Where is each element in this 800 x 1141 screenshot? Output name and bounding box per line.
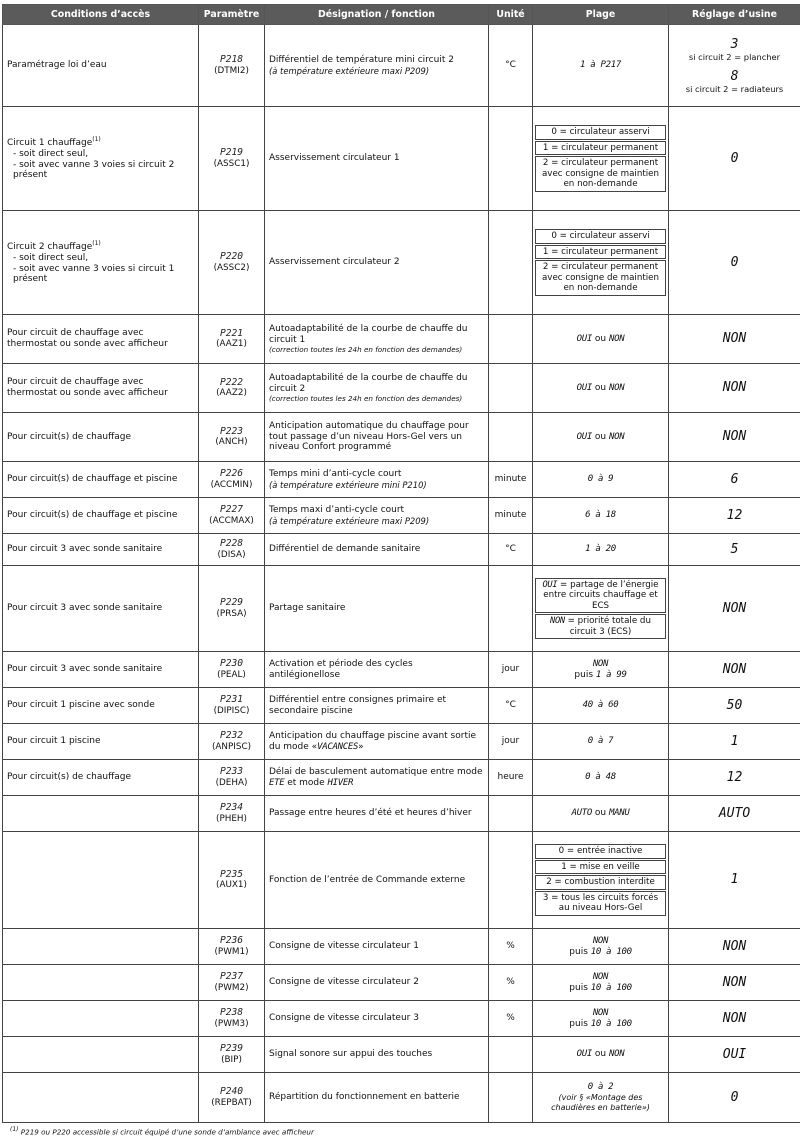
param-abbr: (PWM1): [214, 946, 249, 957]
plage-cell: [533, 965, 669, 1001]
param-cell: [199, 107, 265, 211]
desig-text: Délai de basculement automatique entre mode: [269, 766, 483, 777]
param-cell: [199, 462, 265, 498]
plage-value: OUI: [576, 1049, 593, 1060]
cond-cell: [3, 796, 199, 832]
desig-cell: Asservissement circulateur 2: [265, 211, 489, 315]
desig-note: (à température extérieure maxi P209): [269, 65, 430, 76]
table-row: [3, 832, 800, 929]
param-abbr: (BIP): [221, 1054, 242, 1065]
param-abbr: (DEHA): [215, 777, 248, 788]
plage-value: OUI: [542, 579, 558, 590]
desig-lcd: ETE: [269, 777, 285, 788]
desig-lcd: VACANCES: [317, 741, 359, 752]
desig-cell: [265, 724, 489, 760]
desig-cell: Différentiel entre consignes primaire et secondaire piscine: [265, 688, 489, 724]
param-abbr: (ACCMIN): [210, 479, 253, 490]
table-row: [3, 364, 800, 413]
plage-value: 0 à 2: [587, 1082, 614, 1093]
param-abbr: (ANCH): [215, 437, 248, 448]
plage-sep: puis: [569, 946, 591, 957]
footnote-ref: (1): [92, 239, 101, 247]
param-cell: [199, 724, 265, 760]
header-designation: Désignation / fonction: [265, 5, 489, 25]
plage-value: 10 à 100: [590, 1018, 632, 1029]
unit-cell: minute: [489, 498, 533, 534]
table-row: [3, 724, 800, 760]
unit-cell: [489, 1073, 533, 1123]
param-abbr: (ANPISC): [211, 741, 252, 752]
usine-cell: 12: [669, 760, 800, 796]
unit-cell: °C: [489, 688, 533, 724]
cond-cell: Pour circuit 3 avec sonde sanitaire: [3, 534, 199, 566]
usine-cell: OUI: [669, 1037, 800, 1073]
param-abbr: (PHEH): [216, 813, 247, 824]
param-abbr: (ASSC2): [213, 262, 250, 273]
param-abbr: (PWM2): [214, 982, 249, 993]
plage-value: NON: [550, 616, 565, 627]
cond-cell: Pour circuit 1 piscine avec sonde: [3, 688, 199, 724]
plage-cell: [533, 315, 669, 364]
desig-text: Temps mini d’anti-cycle court: [269, 468, 402, 479]
param-cell: [199, 534, 265, 566]
plage-cell: [533, 364, 669, 413]
plage-option: 0 = circulateur asservi: [535, 125, 666, 139]
desig-cell: [265, 498, 489, 534]
param-code: P220: [219, 251, 244, 263]
usine-cell: AUTO: [669, 796, 800, 832]
header-conditions: Conditions d’accès: [3, 5, 199, 25]
plage-value: OUI: [576, 333, 593, 344]
cond-cell: Paramétrage loi d’eau: [3, 25, 199, 107]
plage-option-text: = priorité totale du circuit 3 (ECS): [564, 616, 651, 637]
plage-value: NON: [608, 382, 625, 393]
param-code: P236: [219, 935, 244, 947]
param-code: P233: [219, 766, 244, 778]
param-cell: [199, 652, 265, 688]
plage-option: 2 = circulateur permanent avec consigne de maintien en non-demande: [535, 156, 666, 191]
desig-text: Temps maxi d’anti-cycle court: [269, 504, 405, 515]
unit-cell: [489, 107, 533, 211]
cond-cell: Pour circuit 3 avec sonde sanitaire: [3, 566, 199, 652]
param-cell: [199, 832, 265, 929]
desig-cell: Répartition du fonctionnement en batterie: [265, 1073, 489, 1123]
desig-text: Autoadaptabilité de la courbe de chauffe du circuit 2: [269, 372, 468, 394]
cond-cell: Pour circuit de chauffage avec thermostat ou sonde avec afficheur: [3, 315, 199, 364]
usine-value: 3: [730, 36, 739, 52]
desig-note: (à température extérieure maxi P209): [269, 515, 430, 526]
table-row: [3, 413, 800, 462]
usine-cell: 5: [669, 534, 800, 566]
param-code: P232: [219, 730, 244, 742]
param-abbr: (AUX1): [216, 880, 247, 891]
plage-value: 10 à 100: [590, 946, 632, 957]
cond-title: Circuit 1 chauffage: [7, 137, 93, 148]
param-cell: [199, 1001, 265, 1037]
unit-cell: °C: [489, 534, 533, 566]
param-cell: [199, 315, 265, 364]
param-cell: [199, 929, 265, 965]
plage-sep: ou: [592, 431, 609, 442]
plage-cell: [533, 929, 669, 965]
desig-cell: [265, 364, 489, 413]
desig-cell: Anticipation automatique du chauffage pour tout passage d’un niveau Hors-Gel vers un niveau Confort programmé: [265, 413, 489, 462]
param-cell: [199, 1073, 265, 1123]
table-row: [3, 107, 800, 211]
plage-value: NON: [608, 333, 625, 344]
param-abbr: (DISA): [217, 549, 246, 560]
desig-text: et mode: [284, 777, 328, 788]
desig-cell: [265, 315, 489, 364]
footnote-text: P219 ou P220 accessible si circuit équipé d’une sonde d’ambiance avec afficheur: [18, 1127, 314, 1137]
usine-cell: 1: [669, 832, 800, 929]
plage-cell: [533, 796, 669, 832]
plage-cell: [533, 566, 669, 652]
cond-line: - soit direct seul,: [13, 148, 89, 159]
param-code: P226: [219, 468, 244, 480]
header-unite: Unité: [489, 5, 533, 25]
plage-option: 0 = circulateur asservi: [535, 229, 666, 243]
param-abbr: (DTMI2): [214, 65, 249, 76]
table-row: [3, 688, 800, 724]
param-code: P238: [219, 1007, 244, 1019]
param-code: P221: [219, 327, 244, 339]
plage-value: NON: [592, 1007, 609, 1018]
plage-option: 1 = mise en veille: [535, 860, 666, 874]
unit-cell: [489, 566, 533, 652]
cond-cell: [3, 1001, 199, 1037]
param-cell: [199, 211, 265, 315]
cond-cell: [3, 1073, 199, 1123]
usine-cell: [669, 25, 800, 107]
footnote-mark: (1): [10, 1126, 19, 1133]
param-code: P218: [219, 54, 244, 66]
desig-cell: Signal sonore sur appui des touches: [265, 1037, 489, 1073]
plage-cell: [533, 107, 669, 211]
desig-cell: Différentiel de demande sanitaire: [265, 534, 489, 566]
param-code: P239: [219, 1043, 244, 1055]
cond-cell: Pour circuit de chauffage avec thermostat ou sonde avec afficheur: [3, 364, 199, 413]
usine-cell: NON: [669, 364, 800, 413]
plage-cell: 0 à 9: [533, 462, 669, 498]
table-row: [3, 652, 800, 688]
unit-cell: %: [489, 929, 533, 965]
param-code: P227: [219, 504, 244, 516]
table-row: [3, 462, 800, 498]
plage-option: [535, 578, 666, 613]
plage-cell: [533, 1037, 669, 1073]
usine-cell: 0: [669, 107, 800, 211]
desig-cell: [265, 462, 489, 498]
param-cell: [199, 688, 265, 724]
plage-value: NON: [608, 1049, 625, 1060]
usine-cell: NON: [669, 1001, 800, 1037]
unit-cell: jour: [489, 652, 533, 688]
desig-cell: Consigne de vitesse circulateur 2: [265, 965, 489, 1001]
plage-value: MANU: [608, 808, 630, 819]
param-code: P223: [219, 425, 244, 437]
param-cell: [199, 760, 265, 796]
desig-cell: Asservissement circulateur 1: [265, 107, 489, 211]
cond-cell: [3, 929, 199, 965]
usine-value: 8: [730, 68, 739, 84]
usine-cell: NON: [669, 315, 800, 364]
usine-sub: si circuit 2 = plancher: [688, 52, 781, 63]
plage-value: NON: [592, 971, 609, 982]
usine-cell: 50: [669, 688, 800, 724]
param-cell: [199, 796, 265, 832]
header-row: [3, 5, 800, 25]
plage-cell: 6 à 18: [533, 498, 669, 534]
param-abbr: (ACCMAX): [209, 515, 254, 526]
desig-text: Différentiel de température mini circuit 2: [269, 54, 454, 65]
unit-cell: %: [489, 1001, 533, 1037]
param-abbr: (REPBAT): [211, 1097, 252, 1108]
plage-option: 2 = circulateur permanent avec consigne de maintien en non-demande: [535, 260, 666, 295]
desig-cell: Consigne de vitesse circulateur 3: [265, 1001, 489, 1037]
plage-sep: ou: [592, 382, 609, 393]
param-abbr: (ASSC1): [213, 158, 250, 169]
plage-option: 1 = circulateur permanent: [535, 245, 666, 259]
cond-line: - soit avec vanne 3 voies si circuit 2 présent: [13, 159, 175, 181]
param-code: P237: [219, 971, 244, 983]
plage-sep: puis: [569, 982, 591, 993]
table-row: [3, 498, 800, 534]
plage-option: [535, 614, 666, 639]
param-code: P219: [219, 147, 244, 159]
header-plage: Plage: [533, 5, 669, 25]
plage-sep: puis: [574, 669, 596, 680]
plage-value: OUI: [576, 431, 593, 442]
cond-cell: [3, 832, 199, 929]
plage-option: 1 = circulateur permanent: [535, 141, 666, 155]
usine-cell: 12: [669, 498, 800, 534]
table-row: [3, 1001, 800, 1037]
param-cell: [199, 498, 265, 534]
desig-note: (à température extérieure mini P210): [269, 479, 427, 490]
plage-cell: 1 à 20: [533, 534, 669, 566]
param-code: P234: [219, 802, 244, 814]
usine-cell: NON: [669, 965, 800, 1001]
unit-cell: [489, 413, 533, 462]
plage-value: NON: [608, 431, 625, 442]
usine-cell: 0: [669, 211, 800, 315]
cond-cell: Pour circuit(s) de chauffage et piscine: [3, 498, 199, 534]
table-row: [3, 566, 800, 652]
plage-cell: 0 à 7: [533, 724, 669, 760]
unit-cell: [489, 315, 533, 364]
plage-note: (voir § «Montage des chaudières en batterie»): [551, 1093, 650, 1112]
param-abbr: (PRSA): [216, 608, 247, 619]
cond-line: - soit direct seul,: [13, 252, 89, 263]
usine-cell: 1: [669, 724, 800, 760]
unit-cell: [489, 832, 533, 929]
plage-value: NON: [592, 658, 609, 669]
unit-cell: heure: [489, 760, 533, 796]
plage-option: 0 = entrée inactive: [535, 844, 666, 858]
plage-value: OUI: [576, 382, 593, 393]
param-code: P240: [219, 1086, 244, 1098]
plage-value: NON: [592, 935, 609, 946]
desig-cell: Passage entre heures d’été et heures d’hiver: [265, 796, 489, 832]
plage-cell: [533, 652, 669, 688]
cond-cell: Pour circuit(s) de chauffage: [3, 760, 199, 796]
desig-text: Anticipation du chauffage piscine avant sortie du mode «: [269, 730, 477, 752]
usine-cell: NON: [669, 413, 800, 462]
usine-cell: NON: [669, 929, 800, 965]
unit-cell: [489, 211, 533, 315]
desig-note: (correction toutes les 24h en fonction des demandes): [269, 344, 463, 354]
param-cell: [199, 25, 265, 107]
plage-cell: 40 à 60: [533, 688, 669, 724]
cond-line: - soit avec vanne 3 voies si circuit 1 présent: [13, 263, 175, 285]
cond-cell: [3, 965, 199, 1001]
param-abbr: (PWM3): [214, 1018, 249, 1029]
desig-cell: [265, 25, 489, 107]
plage-cell: [533, 832, 669, 929]
table-row: [3, 796, 800, 832]
plage-option: 2 = combustion interdite: [535, 875, 666, 889]
usine-cell: NON: [669, 652, 800, 688]
usine-cell: 6: [669, 462, 800, 498]
plage-cell: 0 à 48: [533, 760, 669, 796]
plage-cell: [533, 1073, 669, 1123]
param-code: P231: [219, 694, 244, 706]
desig-text: Autoadaptabilité de la courbe de chauffe du circuit 1: [269, 323, 468, 345]
plage-sep: ou: [592, 808, 609, 819]
unit-cell: [489, 364, 533, 413]
cond-cell: Pour circuit 1 piscine: [3, 724, 199, 760]
cond-cell: [3, 1037, 199, 1073]
table-row: [3, 534, 800, 566]
param-abbr: (PEAL): [217, 669, 246, 680]
param-cell: [199, 413, 265, 462]
table-row: [3, 211, 800, 315]
cond-cell: [3, 211, 199, 315]
table-row: [3, 1037, 800, 1073]
param-code: P230: [219, 658, 244, 670]
param-code: P222: [219, 376, 244, 388]
cond-cell: Pour circuit(s) de chauffage et piscine: [3, 462, 199, 498]
cond-cell: Pour circuit 3 avec sonde sanitaire: [3, 652, 199, 688]
cond-cell: [3, 107, 199, 211]
plage-cell: [533, 1001, 669, 1037]
usine-cell: NON: [669, 566, 800, 652]
unit-cell: %: [489, 965, 533, 1001]
plage-cell: [533, 413, 669, 462]
table-row: [3, 315, 800, 364]
param-abbr: (DIPISC): [213, 705, 250, 716]
cond-cell: Pour circuit(s) de chauffage: [3, 413, 199, 462]
param-abbr: (AAZ1): [216, 339, 247, 350]
desig-cell: Consigne de vitesse circulateur 1: [265, 929, 489, 965]
usine-cell: 0: [669, 1073, 800, 1123]
param-cell: [199, 965, 265, 1001]
param-abbr: (AAZ2): [216, 388, 247, 399]
usine-sub: si circuit 2 = radiateurs: [685, 84, 784, 95]
plage-cell: [533, 211, 669, 315]
footnote-ref: (1): [92, 135, 101, 143]
desig-cell: Partage sanitaire: [265, 566, 489, 652]
footnote: [10, 1126, 314, 1136]
plage-sep: ou: [592, 1049, 609, 1060]
plage-value: 1 à 99: [595, 669, 627, 680]
table-row: [3, 1073, 800, 1123]
plage-value: 10 à 100: [590, 982, 632, 993]
header-reglage-usine: Réglage d’usine: [669, 5, 800, 25]
param-cell: [199, 1037, 265, 1073]
unit-cell: minute: [489, 462, 533, 498]
desig-note: (correction toutes les 24h en fonction des demandes): [269, 393, 463, 403]
header-parametre: Paramètre: [199, 5, 265, 25]
cond-title: Circuit 2 chauffage: [7, 241, 93, 252]
plage-sep: puis: [569, 1018, 591, 1029]
table-row: [3, 25, 800, 107]
unit-cell: [489, 1037, 533, 1073]
parameter-table: [2, 4, 800, 1123]
unit-cell: jour: [489, 724, 533, 760]
param-cell: [199, 566, 265, 652]
unit-cell: [489, 796, 533, 832]
unit-cell: °C: [489, 25, 533, 107]
param-code: P235: [219, 868, 244, 880]
table-row: [3, 965, 800, 1001]
param-code: P229: [219, 597, 244, 609]
param-cell: [199, 364, 265, 413]
plage-value: AUTO: [571, 808, 593, 819]
desig-cell: Fonction de l’entrée de Commande externe: [265, 832, 489, 929]
table-row: [3, 929, 800, 965]
plage-option: 3 = tous les circuits forcés au niveau Hors-Gel: [535, 891, 666, 916]
param-code: P228: [219, 538, 244, 550]
desig-text: »: [358, 741, 364, 752]
desig-lcd: HIVER: [327, 777, 354, 788]
plage-cell: 1 à P217: [533, 25, 669, 107]
plage-option-text: = partage de l’énergie entre circuits chauffage et ECS: [543, 579, 659, 611]
desig-cell: [265, 760, 489, 796]
desig-cell: Activation et période des cycles antilégionellose: [265, 652, 489, 688]
table-row: [3, 760, 800, 796]
plage-sep: ou: [592, 333, 609, 344]
